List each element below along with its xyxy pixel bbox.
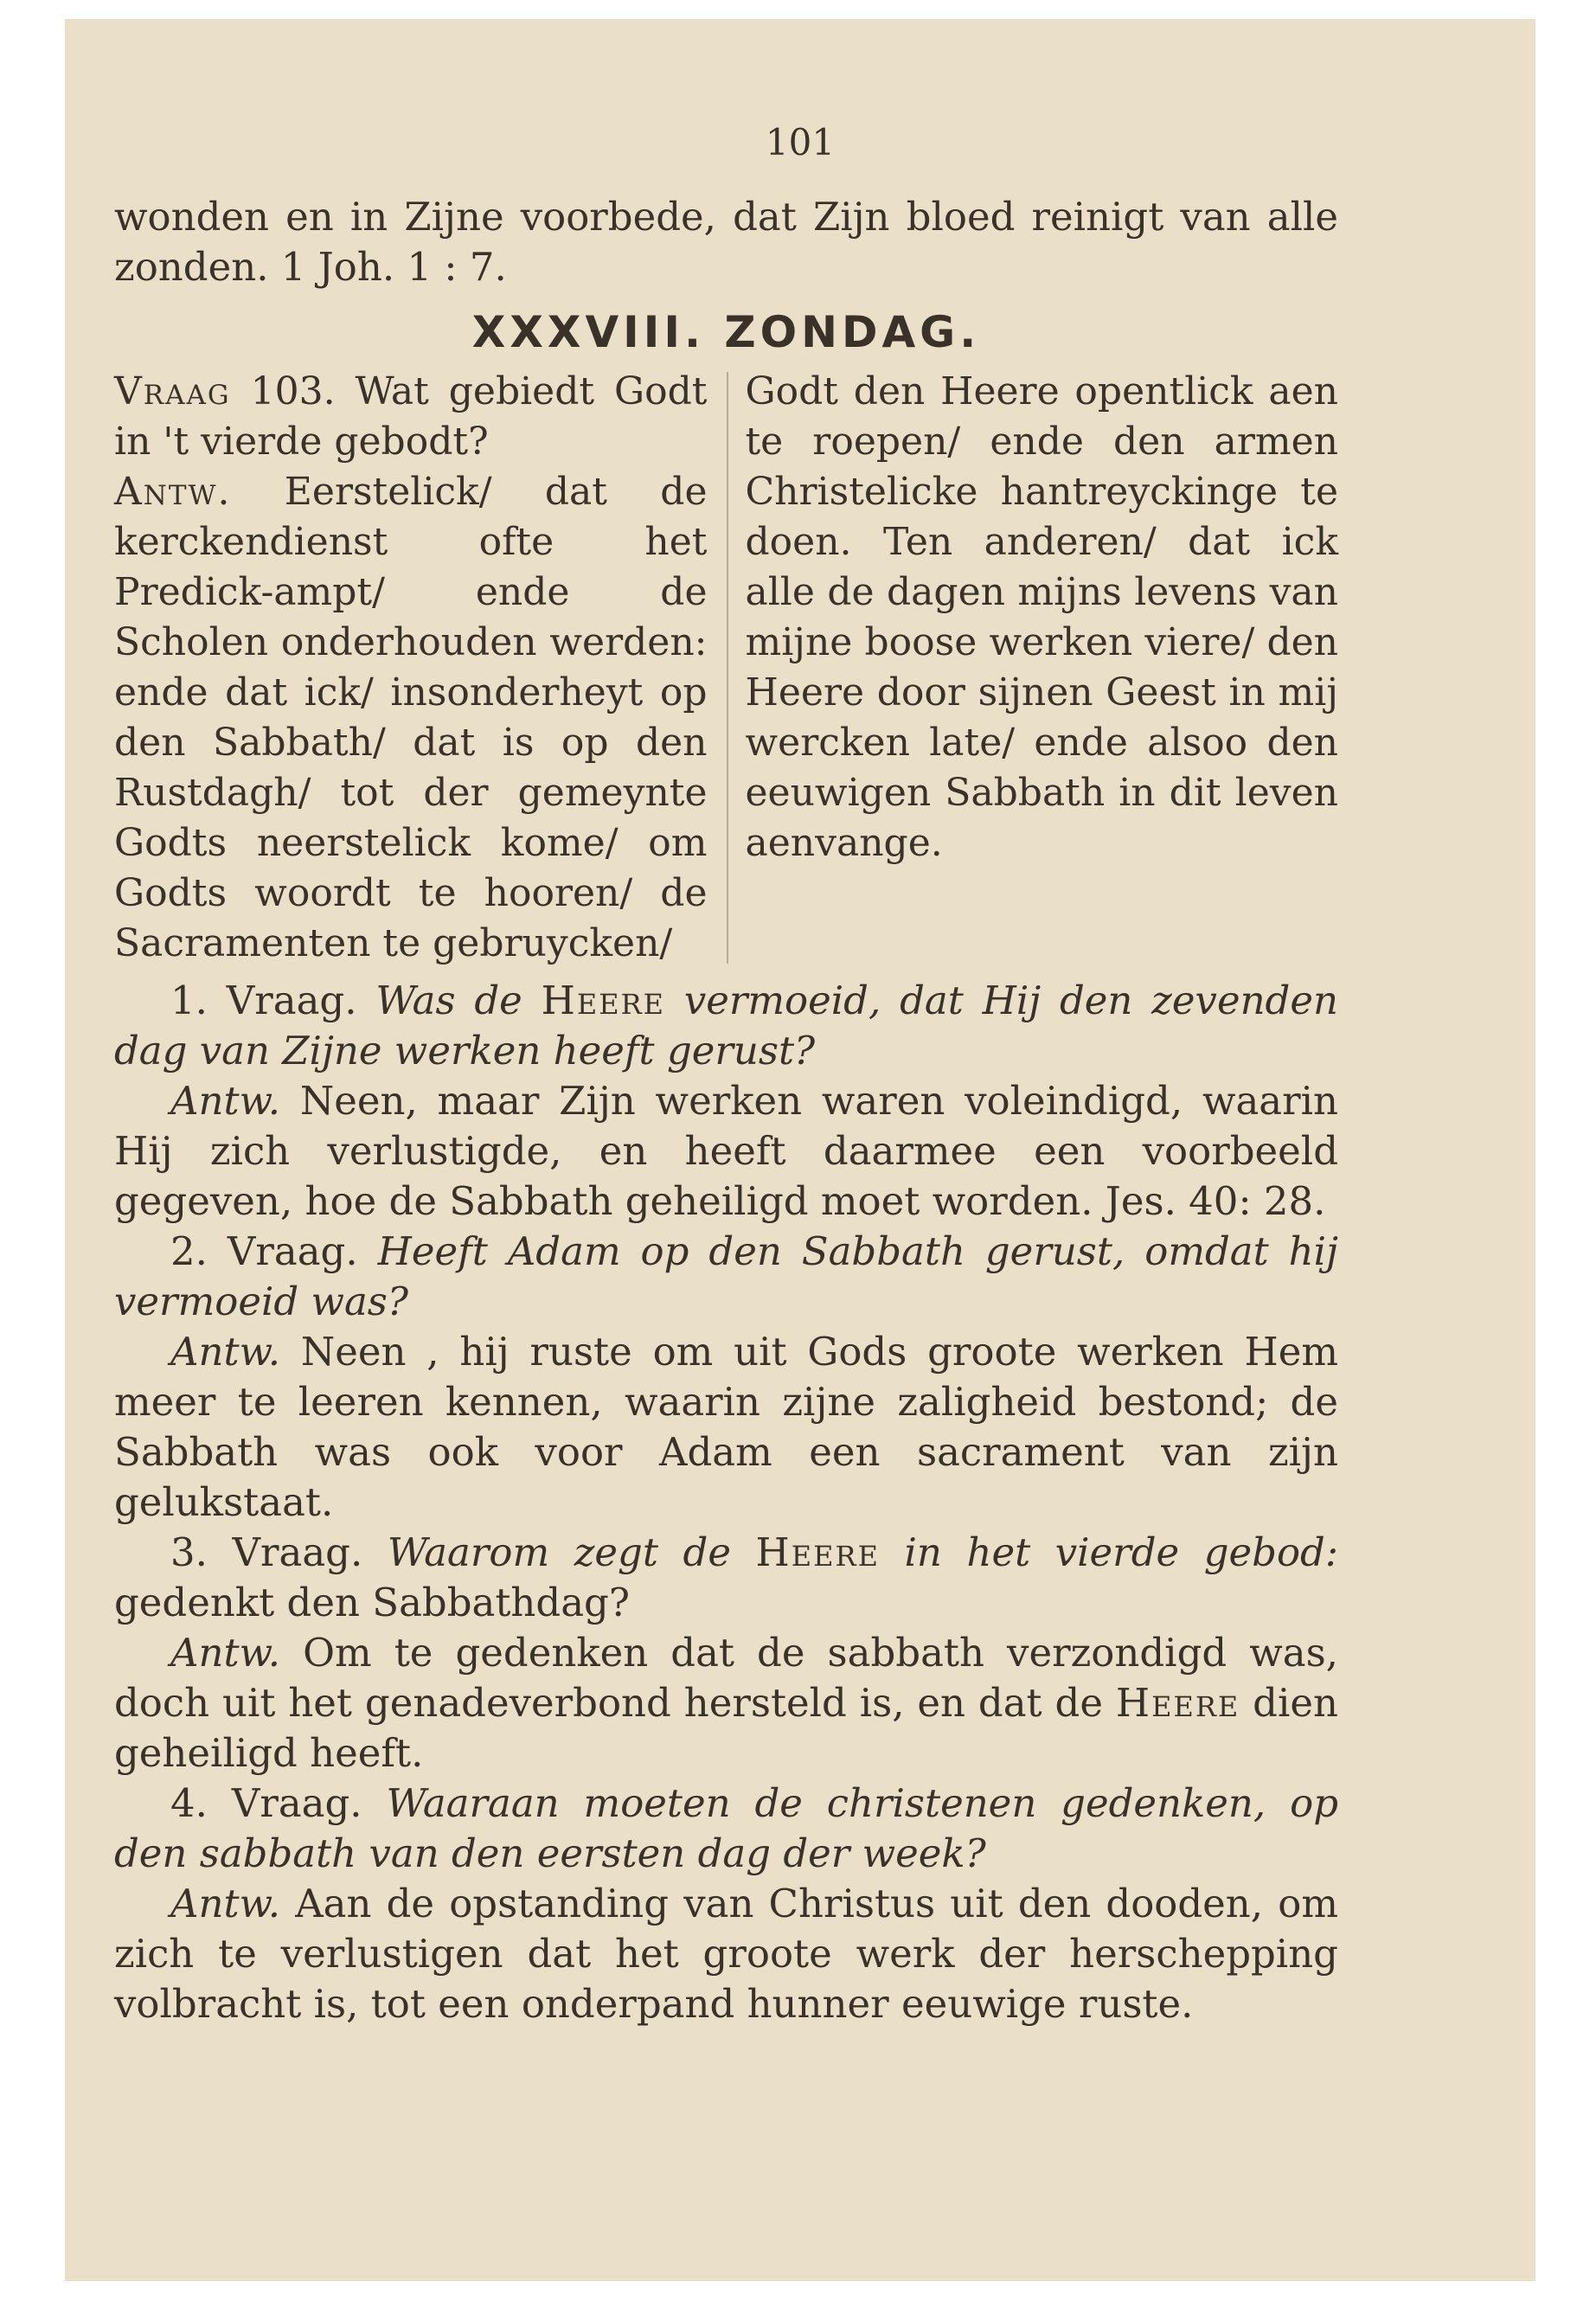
intro-paragraph: wonden en in Zijne voorbede, dat Zijn bloed reinigt van alle zonden. 1 Joh. 1 : 7. (114, 194, 1338, 290)
qa-number: 2. (170, 1228, 208, 1274)
qa-answer-label: Antw. (170, 1078, 281, 1124)
question-text: Wat gebiedt Godt in 't vierde gebodt? (114, 369, 708, 464)
catechism-right-column (727, 367, 1339, 969)
qa-answer-text: Neen , hij ruste om uit Gods groote werken Hem meer te leeren kennen, waarin zijne zaligheid bestond; de Sabbath was ook voor Adam een sacrament van zijn gelukstaat. (114, 1329, 1338, 1525)
qa-label: Vraag. (226, 977, 357, 1023)
qa-answer-text: dien geheiligd heeft. (114, 1680, 1338, 1776)
qa-answer-smallcaps: Heere (1115, 1680, 1240, 1726)
qa-question-part: Waarom zegt de (387, 1529, 756, 1575)
question-label: Vraag (114, 369, 231, 413)
qa-answer-label: Antw. (170, 1630, 281, 1676)
qa-number: 3. (170, 1529, 208, 1575)
qa-answer-label: Antw. (170, 1881, 281, 1926)
qa-label: Vraag. (227, 1228, 358, 1274)
qa-item-3-answer (114, 1628, 1338, 1779)
qa-item-4-answer (114, 1879, 1338, 2029)
qa-answer-text: Neen, maar Zijn werken waren voleindigd, waarin Hij zich verlustigde, en heeft daarmee een voorbeeld gegeven, hoe de Sabbath geheiligd moet worden. Jes. 40: 28. (114, 1078, 1339, 1224)
answer-text-left: Eerstelick/ dat de kerckendienst ofte het Predick-ampt/ ende de Scholen onderhouden werden: ende dat ick/ insonderheyt op den Sabbath/ dat is op den Rustdagh/ tot der gemeynte Godts neerstelick kome/ om Godts woordt te hooren/ de Sacramenten te gebruycken/ (114, 470, 708, 965)
qa-item-1-answer (114, 1076, 1338, 1227)
page-number: 101 (765, 121, 836, 163)
answer-text-right: Godt den Heere opentlick aen te roepen/ ende den armen Christelicke hantreyckinge te doen. Ten anderen/ dat ick alle de dagen mijns levens van mijne boose werken viere/ den Heere door sijnen Geest in mij wercken late/ ende alsoo den eeuwigen Sabbath in dit leven aenvange. (745, 369, 1338, 865)
catechism-left-column (114, 367, 727, 969)
catechism-answer-left (114, 467, 708, 969)
qa-label: Vraag. (231, 1780, 362, 1826)
question-number: 103. (250, 369, 336, 413)
qa-answer-text: Om te gedenken dat de sabbath verzondigd was, doch uit het genadeverbond hersteld is, en dat de (114, 1630, 1338, 1726)
qa-item-2-question (114, 1227, 1338, 1327)
qa-question-smallcaps: Heere (541, 977, 666, 1023)
catechism-question (114, 367, 708, 467)
qa-answer-label: Antw. (170, 1329, 281, 1375)
qa-question-part: Heeft Adam op den Sabbath gerust, omdat hij vermoeid was? (114, 1228, 1338, 1324)
qa-item-2-answer (114, 1327, 1338, 1528)
qa-question-part: in het vierde gebod: (879, 1529, 1338, 1575)
qa-question-part: Waaraan moeten de christenen gedenken, op den sabbath van den eersten dag der week? (114, 1780, 1338, 1876)
qa-answer-text: Aan de opstanding van Christus uit den dooden, om zich te verlustigen dat het groote werk der herschepping volbracht is, tot een onderpand hunner eeuwige ruste. (114, 1881, 1338, 2027)
qa-question-plain: gedenkt den Sabbathdag? (114, 1580, 630, 1625)
qa-question-part: vermoeid, dat Hij den zevenden dag van Zijne werken heeft gerust? (114, 977, 1338, 1074)
column-divider (727, 372, 728, 964)
qa-question-smallcaps: Heere (755, 1529, 880, 1575)
qa-item-1-question (114, 976, 1338, 1076)
qa-question-part: Was de (375, 977, 542, 1023)
qa-number: 4. (170, 1780, 208, 1826)
qa-number: 1. (170, 977, 208, 1023)
qa-item-3-question (114, 1528, 1338, 1628)
qa-label: Vraag. (232, 1529, 363, 1575)
section-heading: XXXVIII. ZONDAG. (471, 307, 981, 357)
page-content (114, 192, 1338, 2029)
book-page (65, 19, 1535, 2281)
catechism-block (114, 367, 1338, 969)
qa-item-4-question (114, 1779, 1338, 1879)
answer-label: Antw. (114, 470, 232, 514)
